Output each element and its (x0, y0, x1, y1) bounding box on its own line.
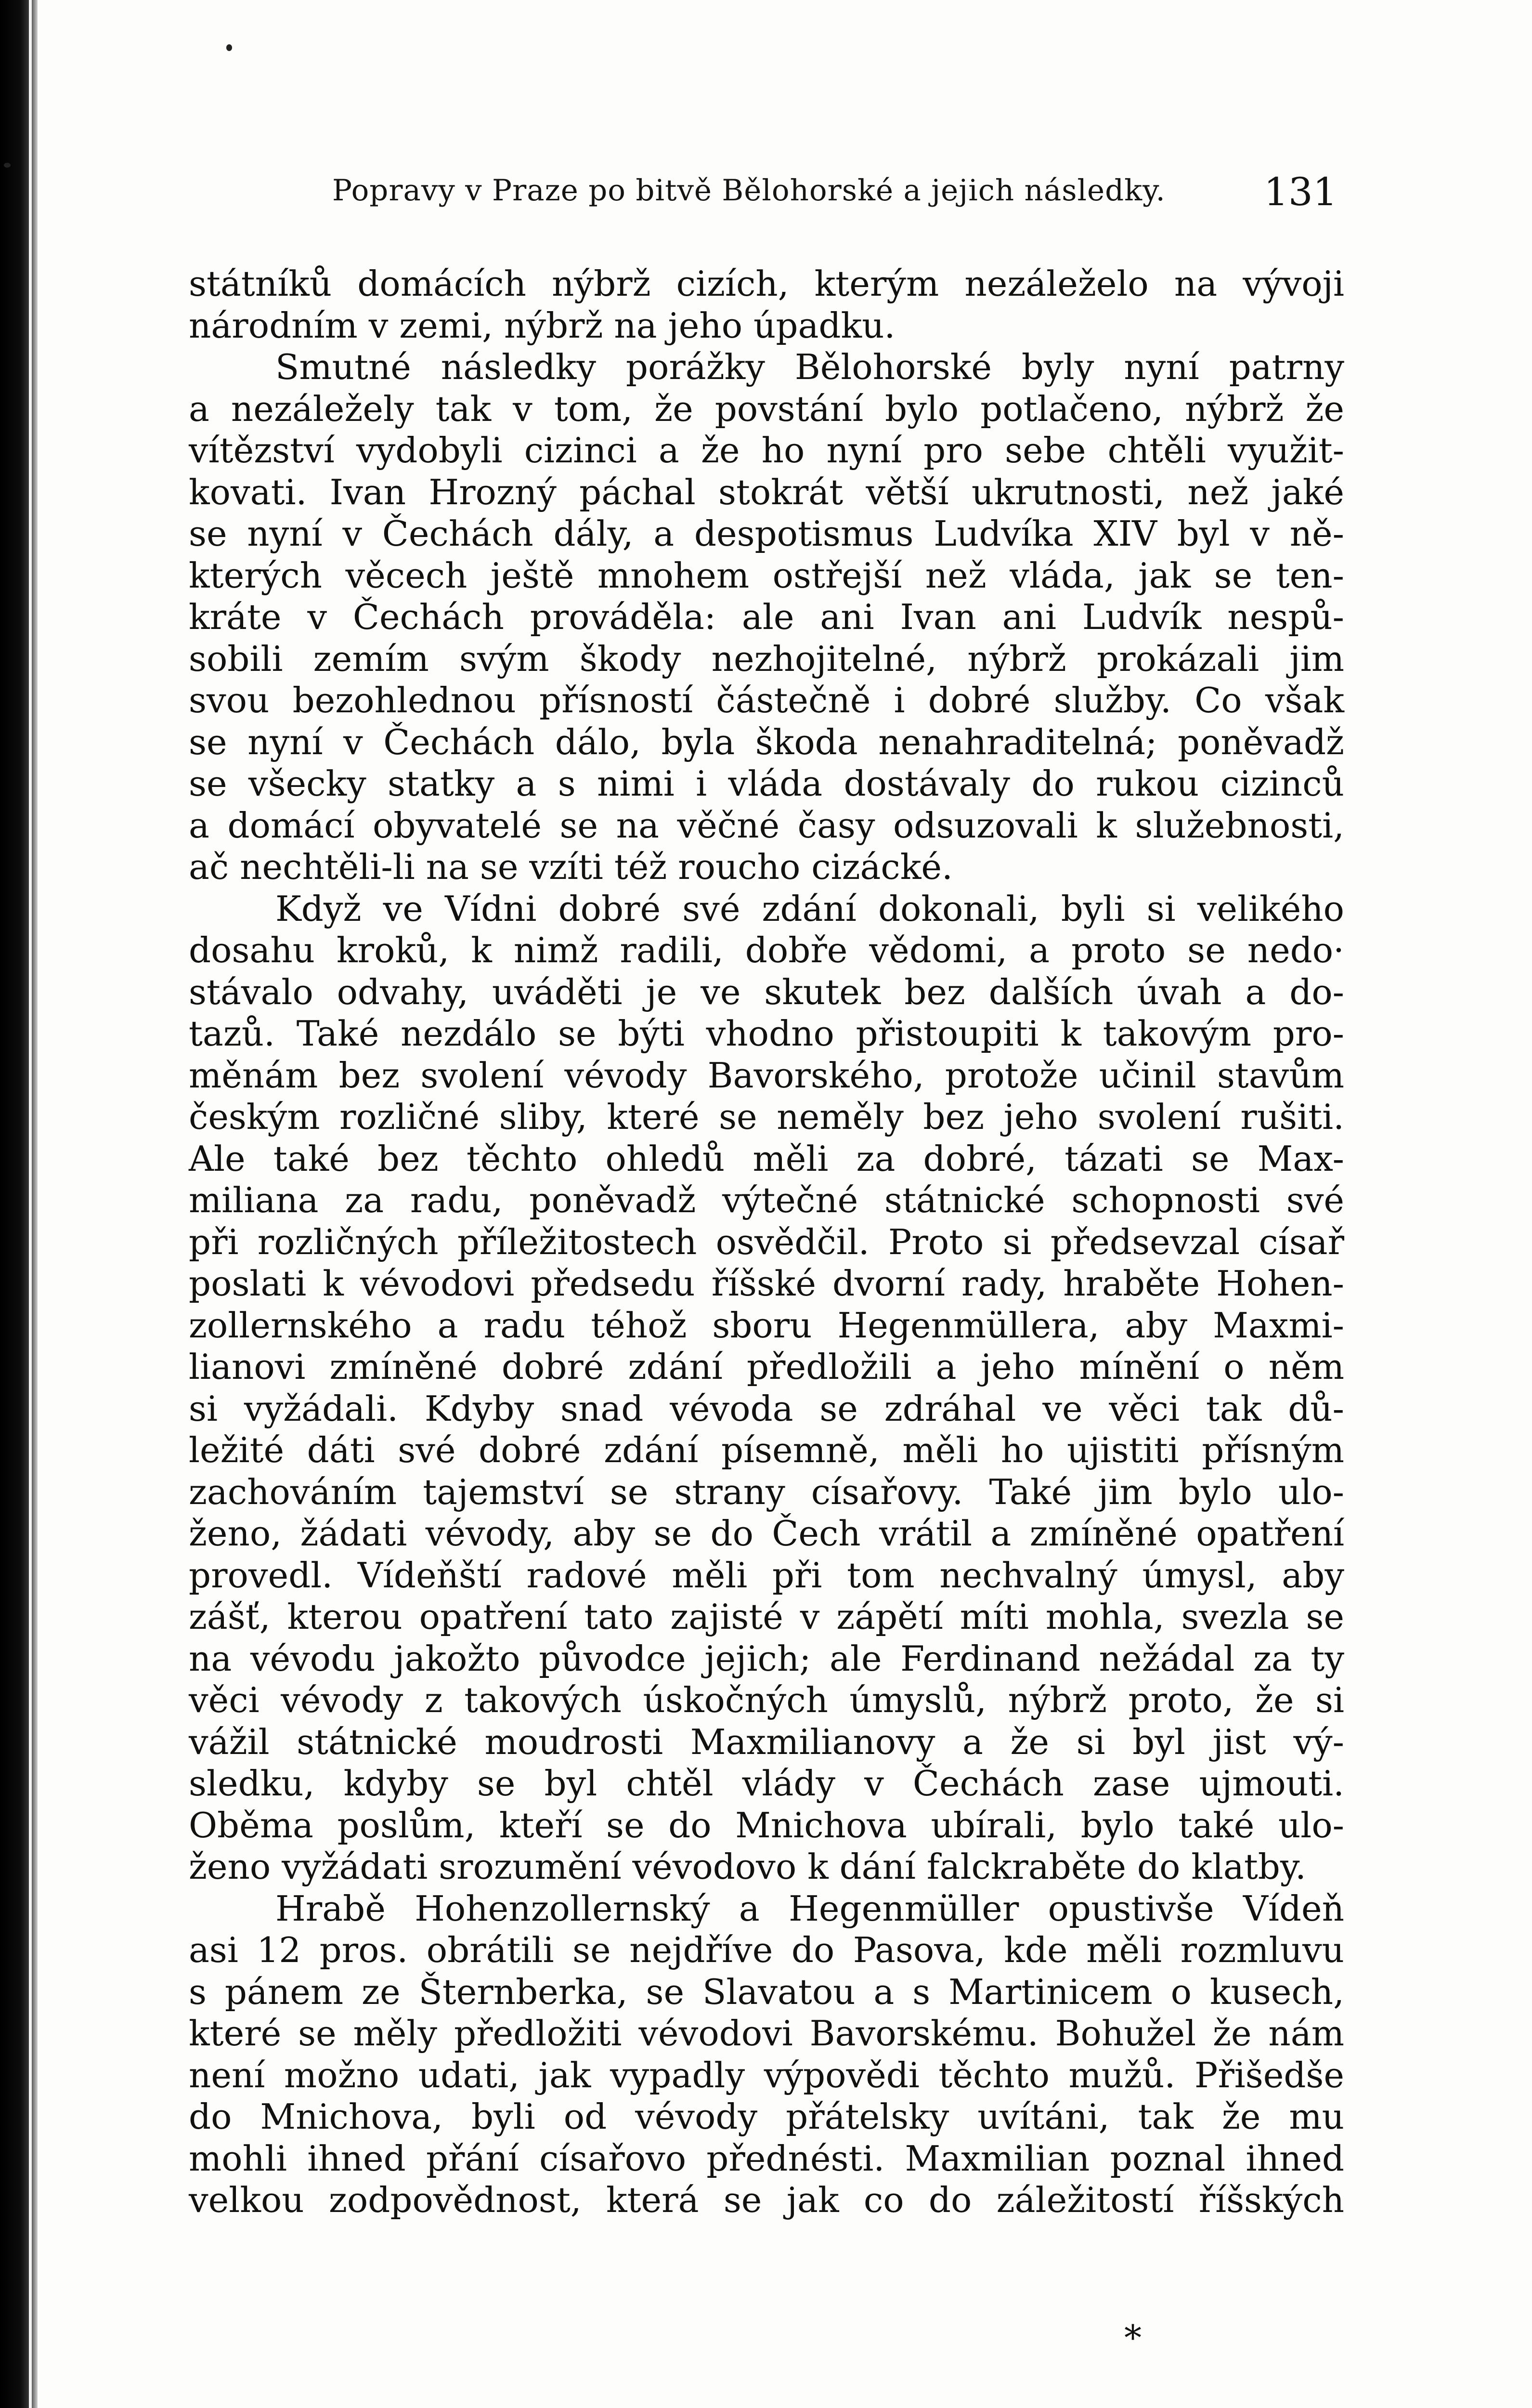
text-line: není možno udati, jak vypadly výpovědi těchto mužů. Přišedše (189, 2055, 1344, 2095)
text-line: mohli ihned přání císařovo přednésti. Maxmilian poznal ihned (189, 2138, 1344, 2179)
text-line: lianovi zmíněné dobré zdání předložili a jeho mínění o něm (189, 1347, 1344, 1387)
text-line: asi 12 pros. obrátili se nejdříve do Pasova, kde měli rozmluvu (189, 1930, 1344, 1970)
page-number: 131 (1264, 170, 1337, 214)
scan-speck (226, 44, 232, 51)
text-line: zášť, kterou opatření tato zajisté v zápětí míti mohla, svezla se (189, 1597, 1344, 1637)
text-line: vítězství vydobyli cizinci a že ho nyní pro sebe chtěli využit- (189, 430, 1344, 471)
text-line: svou bezohlednou přísností částečně i dobré služby. Co však (189, 680, 1344, 720)
text-line: se všecky statky a s nimi i vláda dostávaly do rukou cizinců (189, 763, 1344, 804)
text-line: kterých věcech ještě mnohem ostřejší než vláda, jak se ten- (189, 555, 1344, 596)
text-line: ač nechtěli-li na se vzíti též roucho cizácké. (189, 847, 953, 887)
text-line: sledku, kdyby se byl chtěl vlády v Čechách zase ujmouti. (189, 1763, 1344, 1804)
text-line: se nyní v Čechách dály, a despotismus Ludvíka XIV byl v ně- (189, 513, 1344, 554)
scan-speck (4, 163, 11, 168)
text-line: ležité dáti své dobré zdání písemně, měli ho ujistiti přísným (189, 1430, 1344, 1470)
text-line: a domácí obyvatelé se na věčné časy odsuzovali k služebnosti, (189, 805, 1344, 846)
text-line: stávalo odvahy, uváděti je ve skutek bez dalších úvah a do- (189, 971, 1344, 1012)
text-line: národním v zemi, nýbrž na jeho úpadku. (189, 305, 896, 346)
text-line: při rozličných příležitostech osvědčil. Proto si předsevzal císař (189, 1221, 1344, 1262)
text-line: vážil státnické moudrosti Maxmilianovy a že si byl jist vý- (189, 1721, 1344, 1762)
text-line: sobili zemím svým škody nezhojitelné, nýbrž prokázali jim (189, 638, 1344, 679)
text-line: kráte v Čechách prováděla: ale ani Ivan ani Ludvík nespů- (189, 597, 1344, 637)
text-line: kovati. Ivan Hrozný páchal stokrát větší ukrutnosti, než jaké (189, 471, 1344, 512)
text-line: českým rozličné sliby, které se neměly bez jeho svolení rušiti. (189, 1097, 1344, 1137)
text-line: zachováním tajemství se strany císařovy. Také jim bylo ulo- (189, 1471, 1344, 1512)
text-line: a nezáležely tak v tom, že povstání bylo potlačeno, nýbrž že (189, 388, 1344, 429)
text-line: provedl. Vídeňští radové měli při tom nechvalný úmysl, aby (189, 1555, 1344, 1596)
text-line: do Mnichova, byli od vévody přátelsky uvítáni, tak že mu (189, 2096, 1344, 2137)
text-line: tazů. Také nezdálo se býti vhodno přistoupiti k takovým pro- (189, 1013, 1344, 1054)
text-line: ženo vyžádati srozumění vévodovo k dání falckraběte do klatby. (189, 1846, 1306, 1887)
text-line: s pánem ze Šternberka, se Slavatou a s Martinicem o kusech, (189, 1971, 1344, 2012)
text-line: Oběma poslům, kteří se do Mnichova ubírali, bylo také ulo- (189, 1805, 1344, 1845)
text-line: velkou zodpovědnost, která se jak co do záležitostí říšských (189, 2180, 1344, 2220)
text-line: zollernského a radu téhož sboru Hegenmüllera, aby Maxmi- (189, 1305, 1344, 1346)
text-line: Hrabě Hohenzollernský a Hegenmüller opustivše Vídeň (275, 1888, 1344, 1929)
footnote-marker: * (1124, 2317, 1142, 2358)
text-line: Ale také bez těchto ohledů měli za dobré, tázati se Max- (189, 1138, 1344, 1179)
text-line: se nyní v Čechách dálo, byla škoda nenahraditelná; poněvadž (189, 721, 1344, 762)
text-line: Když ve Vídni dobré své zdání dokonali, byli si velikého (275, 888, 1344, 929)
text-line: které se měly předložiti vévodovi Bavorskému. Bohužel že nám (189, 2013, 1344, 2054)
text-line: dosahu kroků, k nimž radili, dobře vědomi, a proto se nedo· (189, 930, 1344, 970)
text-line: ženo, žádati vévody, aby se do Čech vrátil a zmíněné opatření (189, 1513, 1344, 1554)
running-head: Popravy v Praze po bitvě Bělohorské a jejich následky. (332, 173, 1166, 208)
text-line: poslati k vévodovi předsedu říšské dvorní rady, hraběte Hohen- (189, 1263, 1344, 1304)
text-line: státníků domácích nýbrž cizích, kterým nezáleželo na vývoji (189, 263, 1344, 304)
binding-edge (0, 0, 38, 2408)
text-line: Smutné následky porážky Bělohorské byly nyní patrny (275, 347, 1344, 387)
text-line: miliana za radu, poněvadž výtečné státnické schopnosti své (189, 1180, 1344, 1220)
text-line: na vévodu jakožto původce jejich; ale Ferdinand nežádal za ty (189, 1638, 1344, 1679)
text-line: věci vévody z takových úskočných úmyslů, nýbrž proto, že si (189, 1680, 1344, 1720)
text-line: měnám bez svolení vévody Bavorského, protože učinil stavům (189, 1055, 1344, 1096)
text-line: si vyžádali. Kdyby snad vévoda se zdráhal ve věci tak dů- (189, 1388, 1344, 1429)
body-text (189, 263, 1344, 2221)
